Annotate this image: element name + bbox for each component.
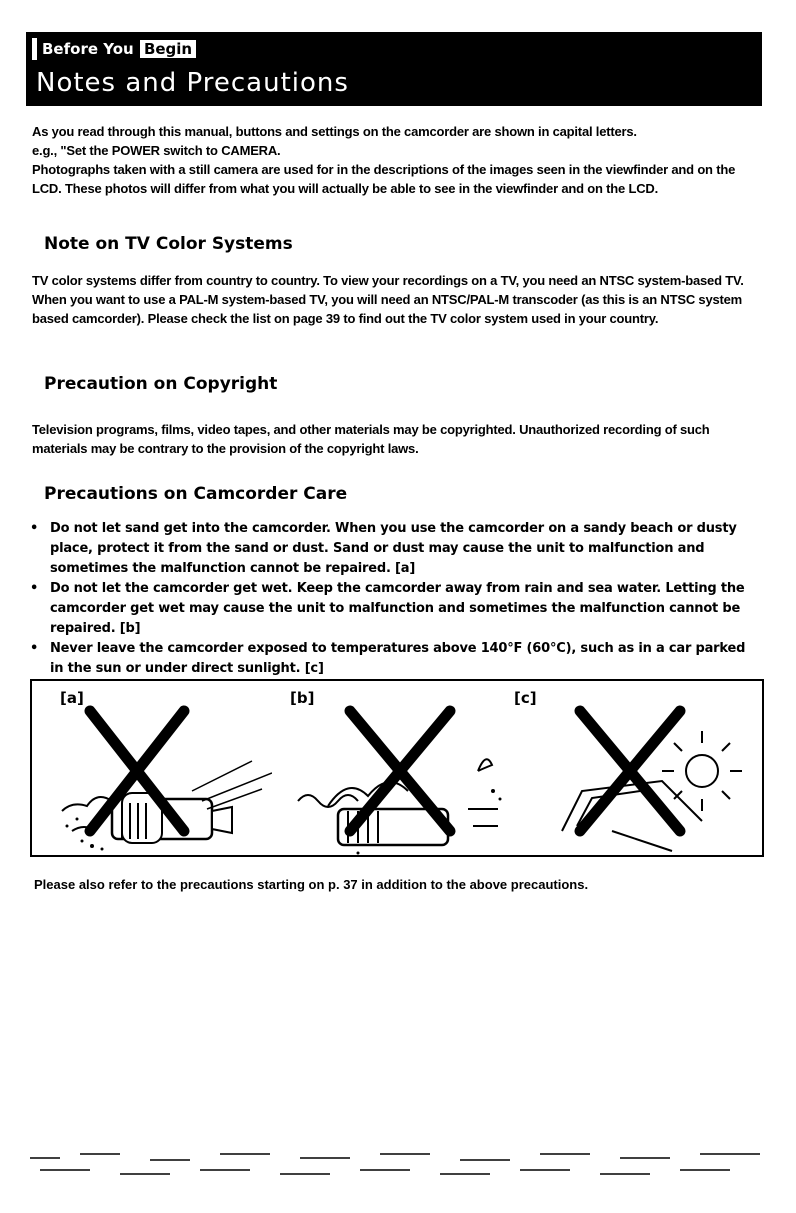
- care-bullet-text: Do not let the camcorder get wet. Keep the camcorder away from rain and sea water. Letting the camcorder get wet may cause the unit to malfunction and sometimes the malfunction cannot be repaired. [b]: [50, 581, 745, 636]
- bullet-dot: •: [30, 521, 39, 536]
- heat-camcorder-illustration: [502, 681, 764, 855]
- panel-label-c: [c]: [514, 689, 537, 707]
- care-bullet-heat: [30, 639, 760, 679]
- bullet-dot: •: [30, 581, 39, 596]
- intro-line-1: As you read through this manual, buttons and settings on the camcorder are shown in capital letters.: [32, 124, 637, 139]
- section-tag-box: Begin: [139, 39, 197, 59]
- page-header: [26, 32, 762, 106]
- heading-tv-color-systems: Note on TV Color Systems: [44, 234, 293, 254]
- decorative-bottom-lines: [30, 1148, 770, 1188]
- panel-label-a: [a]: [60, 689, 84, 707]
- footer-note: Please also refer to the precautions starting on p. 37 in addition to the above precautions.: [34, 877, 589, 892]
- intro-line-2: e.g., "Set the POWER switch to CAMERA.: [32, 143, 281, 158]
- care-bullet-text: Do not let sand get into the camcorder. When you use the camcorder on a sandy beach or dusty place, protect it from the sand or dust. Sand or dust may cause the unit to malfunction and sometimes the malfunction cannot be repaired. [a]: [50, 521, 737, 576]
- bullet-dot: •: [30, 641, 39, 656]
- copyright-paragraph: [32, 420, 762, 458]
- tv-color-paragraph: [32, 271, 762, 328]
- panel-water: [278, 681, 518, 855]
- sun-icon: [662, 731, 742, 811]
- intro-paragraph: [32, 122, 762, 198]
- water-camcorder-illustration: [278, 681, 518, 855]
- care-bullet-water: [30, 579, 760, 639]
- heading-camcorder-care: Precautions on Camcorder Care: [44, 484, 348, 504]
- sand-camcorder-illustration: [32, 681, 272, 855]
- care-bullet-text: Never leave the camcorder exposed to temperatures above 140°F (60°C), such as in a car parked in the sun or under direct sunlight. [c]: [50, 641, 746, 676]
- tv-color-text: TV color systems differ from country to country. To view your recordings on a TV, you need an NTSC system-based TV. When you want to use a PAL-M system-based TV, you will need an NTSC/PAL-M transcoder (as this is an NTSC system based camcorder). Please check the list on page 39 to find out the TV color system used in your country.: [32, 273, 744, 326]
- intro-line-3: Photographs taken with a still camera are used for in the descriptions of the images seen in the viewfinder and on the LCD. These photos will differ from what you will actually be able to see in the viewfinder and on the LCD.: [32, 162, 736, 196]
- section-tag: [32, 38, 203, 60]
- precaution-illustrations: [30, 679, 764, 857]
- section-tag-text: Before You: [42, 40, 134, 58]
- panel-heat: [502, 681, 764, 855]
- copyright-text: Television programs, films, video tapes, and other materials may be copyrighted. Unauthorized recording of such materials may be contrary to the provision of the copyright laws.: [32, 422, 710, 456]
- panel-sand: [32, 681, 272, 855]
- page-title: Notes and Precautions: [36, 68, 349, 98]
- panel-label-b: [b]: [290, 689, 315, 707]
- care-bullet-list: [30, 519, 760, 679]
- heading-copyright: Precaution on Copyright: [44, 374, 278, 394]
- care-bullet-sand: [30, 519, 760, 579]
